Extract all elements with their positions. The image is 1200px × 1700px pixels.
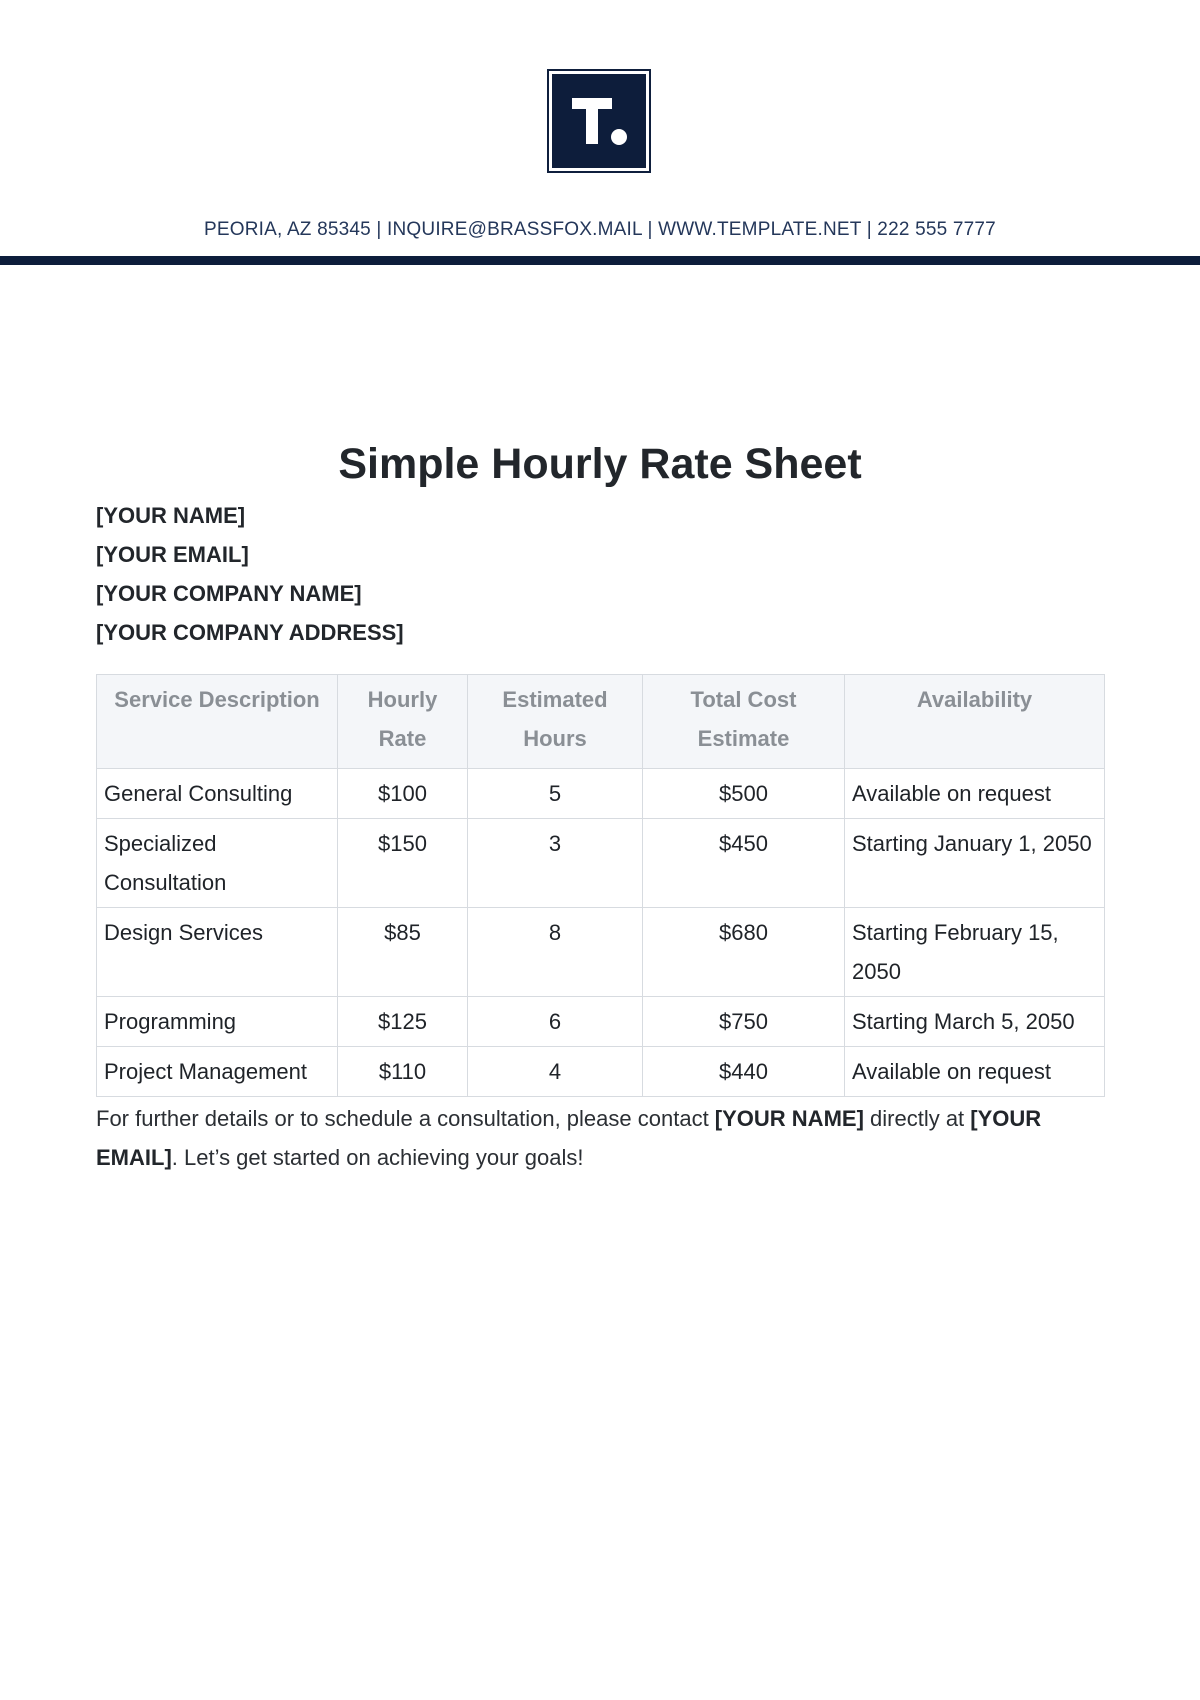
service-cell: General Consulting	[97, 769, 338, 819]
total-cell: $500	[643, 769, 845, 819]
company-name-placeholder: [YOUR COMPANY NAME]	[96, 581, 362, 606]
rate-table	[96, 674, 1105, 1097]
service-cell: Specialized Consultation	[97, 819, 338, 908]
header-divider	[0, 256, 1200, 265]
availability-cell: Available on request	[845, 1047, 1105, 1097]
table-row	[97, 908, 1105, 997]
rate-cell: $85	[338, 908, 468, 997]
table-header-row	[97, 675, 1105, 769]
closing-name: [YOUR NAME]	[714, 1106, 864, 1131]
your-name-placeholder: [YOUR NAME]	[96, 503, 246, 528]
table-row	[97, 769, 1105, 819]
column-header-rate: Hourly Rate	[338, 675, 468, 769]
table-row	[97, 997, 1105, 1047]
closing-text-2: directly at	[863, 1106, 971, 1131]
rate-cell: $150	[338, 819, 468, 908]
column-header-availability: Availability	[845, 675, 1105, 769]
column-header-hours: Estimated Hours	[468, 675, 643, 769]
hours-cell: 6	[468, 997, 643, 1047]
table-row	[97, 819, 1105, 908]
contact-line: PEORIA, AZ 85345 | INQUIRE@BRASSFOX.MAIL | WWW.TEMPLATE.NET | 222 555 7777	[204, 219, 996, 240]
logo-mark	[552, 74, 646, 168]
table-row	[97, 1047, 1105, 1097]
total-cell: $450	[643, 819, 845, 908]
hours-cell: 8	[468, 908, 643, 997]
service-cell: Programming	[97, 997, 338, 1047]
company-address-placeholder: [YOUR COMPANY ADDRESS]	[96, 620, 404, 645]
closing-text-1: For further details or to schedule a consultation, please contact	[96, 1106, 715, 1131]
rate-cell: $110	[338, 1047, 468, 1097]
your-email-placeholder: [YOUR EMAIL]	[96, 542, 249, 567]
total-cell: $440	[643, 1047, 845, 1097]
closing-text-3: . Let’s get started on achieving your goals!	[171, 1145, 584, 1170]
hours-cell: 5	[468, 769, 643, 819]
page-title: Simple Hourly Rate Sheet	[338, 440, 862, 488]
availability-cell: Starting February 15, 2050	[845, 908, 1105, 997]
total-cell: $750	[643, 997, 845, 1047]
t-logo-icon	[552, 74, 646, 168]
column-header-total: Total Cost Estimate	[643, 675, 845, 769]
service-cell: Project Management	[97, 1047, 338, 1097]
column-header-service: Service Description	[97, 675, 338, 769]
closing-paragraph	[96, 1099, 1111, 1177]
sender-info	[96, 496, 404, 652]
rate-cell: $125	[338, 997, 468, 1047]
company-logo	[547, 69, 651, 173]
rate-cell: $100	[338, 769, 468, 819]
hours-cell: 4	[468, 1047, 643, 1097]
availability-cell: Available on request	[845, 769, 1105, 819]
total-cell: $680	[643, 908, 845, 997]
availability-cell: Starting March 5, 2050	[845, 997, 1105, 1047]
hours-cell: 3	[468, 819, 643, 908]
service-cell: Design Services	[97, 908, 338, 997]
availability-cell: Starting January 1, 2050	[845, 819, 1105, 908]
closing-email: [YOUR EMAIL]	[96, 1106, 1042, 1170]
